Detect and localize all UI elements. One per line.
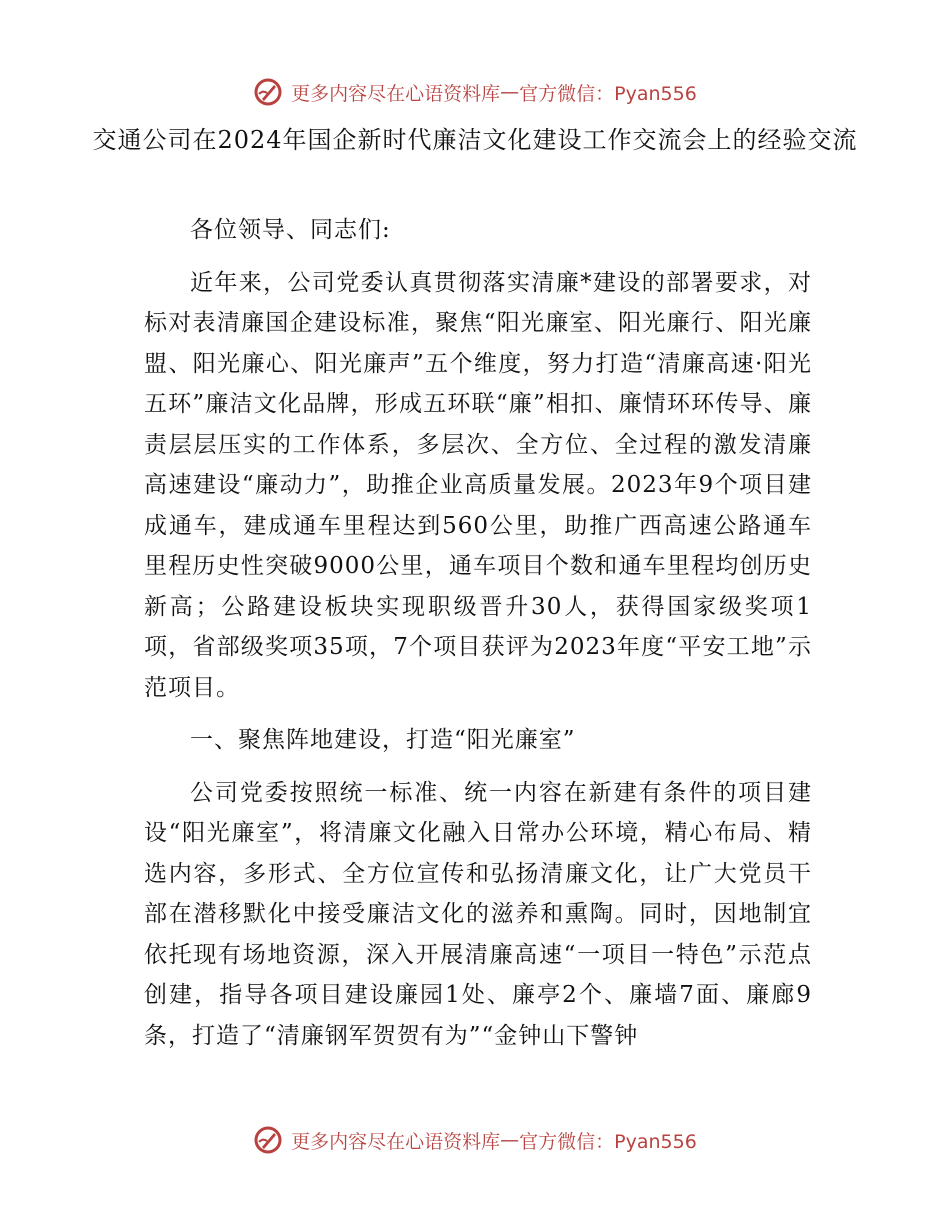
body-paragraph: 公司党委按照统一标准、统一内容在新建有条件的项目建设“阳光廉室”，将清廉文化融入日常办公环境，精心布局、精选内容，多形式、全方位宣传和弘扬清廉文化，让广大党员干部在潜移默化中接受廉洁文化的滋养和熏陶。同时，因地制宜依托现有场地资源，深入开展清廉高速“一项目一特色”示范点创建，指导各项目建设廉园1处、廉亭2个、廉墙7面、廉廊9条，打造了“清廉钢军贺贺有为”“金钟山下警钟	[144, 779, 812, 1049]
watermark-wechat: 官方微信：Pyan556	[519, 82, 697, 105]
watermark-wechat: 官方微信：Pyan556	[519, 1130, 697, 1153]
document-body	[144, 210, 812, 1068]
body-paragraph: 近年来，公司党委认真贯彻落实清廉*建设的部署要求，对标对表清廉国企建设标准，聚焦“阳光廉室、阳光廉行、阳光廉盟、阳光廉心、阳光廉声”五个维度，努力打造“清廉高速·阳光五环”廉洁文化品牌，形成五环联“廉”相扣、廉情环环传导、廉责层层压实的工作体系，多层次、全方位、全过程的激发清廉高速建设“廉动力”，助推企业高质量发展。2023年9个项目建成通车，建成通车里程达到560公里，助推广西高速公路通车里程历史性突破9000公里，通车项目个数和通车里程均创历史新高；公路建设板块实现职级晋升30人，获得国家级奖项1项，省部级奖项35项，7个项目获评为2023年度“平安工地”示范项目。	[144, 269, 812, 701]
quill-logo-icon	[253, 1125, 283, 1155]
watermark-separator: —	[500, 81, 520, 103]
watermark-banner-top	[0, 72, 950, 112]
quill-logo-icon	[253, 77, 283, 107]
document-title: 交通公司在2024年国企新时代廉洁文化建设工作交流会上的经验交流	[92, 126, 858, 154]
watermark-text: 更多内容尽在心语资料库	[291, 1130, 501, 1153]
greeting: 各位领导、同志们:	[190, 217, 391, 243]
watermark-separator: —	[500, 1129, 520, 1151]
section-heading: 一、聚焦阵地建设，打造“阳光廉室”	[190, 727, 576, 753]
watermark-text: 更多内容尽在心语资料库	[291, 82, 501, 105]
watermark-banner-bottom	[0, 1120, 950, 1160]
